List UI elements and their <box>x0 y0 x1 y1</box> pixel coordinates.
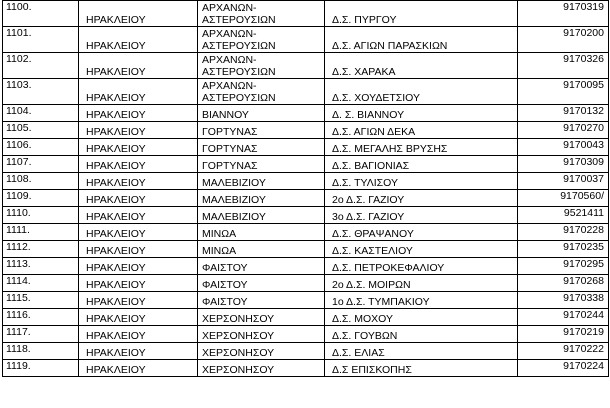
region-cell: ΗΡΑΚΛΕΙΟΥ <box>79 79 198 105</box>
region-cell: ΗΡΑΚΛΕΙΟΥ <box>79 258 198 275</box>
school-name-cell: Δ.Σ. ΕΛΙΑΣ <box>325 343 518 360</box>
school-code-cell: 9170270 <box>518 122 609 139</box>
region-cell: ΗΡΑΚΛΕΙΟΥ <box>79 292 198 309</box>
municipality-line-2: ΑΣΤΕΡΟΥΣΙΩΝ <box>202 92 276 104</box>
municipality-cell: ΦΑΙΣΤΟΥ <box>198 275 325 292</box>
row-number: 1104. <box>3 105 79 122</box>
region-cell: ΗΡΑΚΛΕΙΟΥ <box>79 1 198 27</box>
row-number: 1117. <box>3 326 79 343</box>
table-row <box>3 343 609 360</box>
municipality-line-1: ΑΡΧΑΝΩΝ- <box>202 80 257 92</box>
municipality-cell: ΦΑΙΣΤΟΥ <box>198 258 325 275</box>
table-row <box>3 173 609 190</box>
school-code-cell: 9170309 <box>518 156 609 173</box>
region-cell: ΗΡΑΚΛΕΙΟΥ <box>79 343 198 360</box>
table-row <box>3 79 609 105</box>
row-number: 1107. <box>3 156 79 173</box>
region-cell: ΗΡΑΚΛΕΙΟΥ <box>79 139 198 156</box>
school-name-cell: Δ.Σ. ΧΑΡΑΚΑ <box>325 53 518 79</box>
row-number: 1109. <box>3 190 79 207</box>
municipality-cell: ΜΙΝΩΑ <box>198 241 325 258</box>
school-name-cell: Δ.Σ. ΚΑΣΤΕΛΙΟΥ <box>325 241 518 258</box>
table-row <box>3 309 609 326</box>
row-number: 1112. <box>3 241 79 258</box>
row-number: 1118. <box>3 343 79 360</box>
municipality-cell: ΧΕΡΣΟΝΗΣΟΥ <box>198 326 325 343</box>
row-number: 1110. <box>3 207 79 224</box>
table-row <box>3 224 609 241</box>
school-code-cell: 9170043 <box>518 139 609 156</box>
row-number: 1114. <box>3 275 79 292</box>
school-name-cell: Δ. Σ. ΒΙΑΝΝΟΥ <box>325 105 518 122</box>
schools-table-body <box>3 1 609 377</box>
row-number: 1111. <box>3 224 79 241</box>
table-row <box>3 360 609 377</box>
school-name-cell: Δ.Σ. ΒΑΓΙΟΝΙΑΣ <box>325 156 518 173</box>
region-cell: ΗΡΑΚΛΕΙΟΥ <box>79 224 198 241</box>
school-name-cell: Δ.Σ. ΠΕΤΡΟΚΕΦΑΛΙΟΥ <box>325 258 518 275</box>
school-code-cell: 9170219 <box>518 326 609 343</box>
municipality-cell: ΜΑΛΕΒΙΖΙΟΥ <box>198 190 325 207</box>
school-code-cell: 9170037 <box>518 173 609 190</box>
row-number: 1102. <box>3 53 79 79</box>
row-number: 1113. <box>3 258 79 275</box>
row-number: 1101. <box>3 27 79 53</box>
school-code-cell: 9170235 <box>518 241 609 258</box>
municipality-line-2: ΑΣΤΕΡΟΥΣΙΩΝ <box>202 66 276 78</box>
municipality-cell: ΧΕΡΣΟΝΗΣΟΥ <box>198 309 325 326</box>
table-row <box>3 53 609 79</box>
row-number: 1106. <box>3 139 79 156</box>
region-cell: ΗΡΑΚΛΕΙΟΥ <box>79 122 198 139</box>
municipality-line-1: ΑΡΧΑΝΩΝ- <box>202 28 257 40</box>
region-cell: ΗΡΑΚΛΕΙΟΥ <box>79 156 198 173</box>
municipality-cell: ΜΑΛΕΒΙΖΙΟΥ <box>198 173 325 190</box>
table-row <box>3 27 609 53</box>
school-code-cell: 9170228 <box>518 224 609 241</box>
table-row <box>3 105 609 122</box>
municipality-line-2: ΑΣΤΕΡΟΥΣΙΩΝ <box>202 40 276 52</box>
municipality-cell: ΧΕΡΣΟΝΗΣΟΥ <box>198 343 325 360</box>
table-row <box>3 156 609 173</box>
table-row <box>3 275 609 292</box>
school-code-cell: 9170095 <box>518 79 609 105</box>
school-name-cell: 2ο Δ.Σ. ΓΑΖΙΟΥ <box>325 190 518 207</box>
row-number: 1100. <box>3 1 79 27</box>
school-code-cell: 9170200 <box>518 27 609 53</box>
school-name-cell: Δ.Σ. ΜΟΧΟΥ <box>325 309 518 326</box>
row-number: 1115. <box>3 292 79 309</box>
school-name-cell: Δ.Σ ΕΠΙΣΚΟΠΗΣ <box>325 360 518 377</box>
school-code-cell: 9170132 <box>518 105 609 122</box>
municipality-cell: ΦΑΙΣΤΟΥ <box>198 292 325 309</box>
table-row <box>3 258 609 275</box>
school-name-cell: Δ.Σ. ΓΟΥΒΩΝ <box>325 326 518 343</box>
row-number: 1103. <box>3 79 79 105</box>
row-number: 1108. <box>3 173 79 190</box>
school-name-cell: Δ.Σ. ΤΥΛΙΣΟΥ <box>325 173 518 190</box>
municipality-cell <box>198 27 325 53</box>
school-name-cell: 3ο Δ.Σ. ΓΑΖΙΟΥ <box>325 207 518 224</box>
school-name-cell: Δ.Σ. ΧΟΥΔΕΤΣΙΟΥ <box>325 79 518 105</box>
school-code-cell: 9170295 <box>518 258 609 275</box>
region-cell: ΗΡΑΚΛΕΙΟΥ <box>79 173 198 190</box>
region-cell: ΗΡΑΚΛΕΙΟΥ <box>79 241 198 258</box>
municipality-line-1: ΑΡΧΑΝΩΝ- <box>202 54 257 66</box>
table-row <box>3 1 609 27</box>
school-code-cell: 9521411 <box>518 207 609 224</box>
region-cell: ΗΡΑΚΛΕΙΟΥ <box>79 27 198 53</box>
row-number: 1116. <box>3 309 79 326</box>
school-code-cell: 9170244 <box>518 309 609 326</box>
municipality-line-1: ΑΡΧΑΝΩΝ- <box>202 2 257 14</box>
school-name-cell: Δ.Σ. ΑΓΙΩΝ ΠΑΡΑΣΚΙΩΝ <box>325 27 518 53</box>
municipality-line-2: ΑΣΤΕΡΟΥΣΙΩΝ <box>202 14 276 26</box>
table-row <box>3 190 609 207</box>
school-code-cell: 9170338 <box>518 292 609 309</box>
school-code-cell: 9170319 <box>518 1 609 27</box>
municipality-cell: ΓΟΡΤΥΝΑΣ <box>198 122 325 139</box>
region-cell: ΗΡΑΚΛΕΙΟΥ <box>79 53 198 79</box>
table-row <box>3 122 609 139</box>
municipality-cell: ΜΙΝΩΑ <box>198 224 325 241</box>
school-name-cell: 1ο Δ.Σ. ΤΥΜΠΑΚΙΟΥ <box>325 292 518 309</box>
region-cell: ΗΡΑΚΛΕΙΟΥ <box>79 275 198 292</box>
row-number: 1105. <box>3 122 79 139</box>
municipality-cell: ΓΟΡΤΥΝΑΣ <box>198 139 325 156</box>
table-row <box>3 326 609 343</box>
municipality-cell: ΓΟΡΤΥΝΑΣ <box>198 156 325 173</box>
school-code-cell: 9170224 <box>518 360 609 377</box>
school-code-cell: 9170560/ <box>518 190 609 207</box>
school-name-cell: Δ.Σ. ΠΥΡΓΟΥ <box>325 1 518 27</box>
table-row <box>3 139 609 156</box>
school-name-cell: Δ.Σ. ΑΓΙΩΝ ΔΕΚΑ <box>325 122 518 139</box>
region-cell: ΗΡΑΚΛΕΙΟΥ <box>79 309 198 326</box>
region-cell: ΗΡΑΚΛΕΙΟΥ <box>79 207 198 224</box>
table-row <box>3 292 609 309</box>
municipality-cell <box>198 53 325 79</box>
school-name-cell: Δ.Σ. ΜΕΓΑΛΗΣ ΒΡΥΣΗΣ <box>325 139 518 156</box>
region-cell: ΗΡΑΚΛΕΙΟΥ <box>79 326 198 343</box>
municipality-cell <box>198 1 325 27</box>
school-code-cell: 9170326 <box>518 53 609 79</box>
region-cell: ΗΡΑΚΛΕΙΟΥ <box>79 360 198 377</box>
region-cell: ΗΡΑΚΛΕΙΟΥ <box>79 105 198 122</box>
school-name-cell: 2ο Δ.Σ. ΜΟΙΡΩΝ <box>325 275 518 292</box>
municipality-cell <box>198 79 325 105</box>
table-row <box>3 241 609 258</box>
school-code-cell: 9170268 <box>518 275 609 292</box>
row-number: 1119. <box>3 360 79 377</box>
municipality-cell: ΧΕΡΣΟΝΗΣΟΥ <box>198 360 325 377</box>
school-name-cell: Δ.Σ. ΘΡΑΨΑΝΟΥ <box>325 224 518 241</box>
municipality-cell: ΜΑΛΕΒΙΖΙΟΥ <box>198 207 325 224</box>
region-cell: ΗΡΑΚΛΕΙΟΥ <box>79 190 198 207</box>
school-code-cell: 9170222 <box>518 343 609 360</box>
municipality-cell: ΒΙΑΝΝΟΥ <box>198 105 325 122</box>
schools-table <box>2 0 609 377</box>
table-row <box>3 207 609 224</box>
